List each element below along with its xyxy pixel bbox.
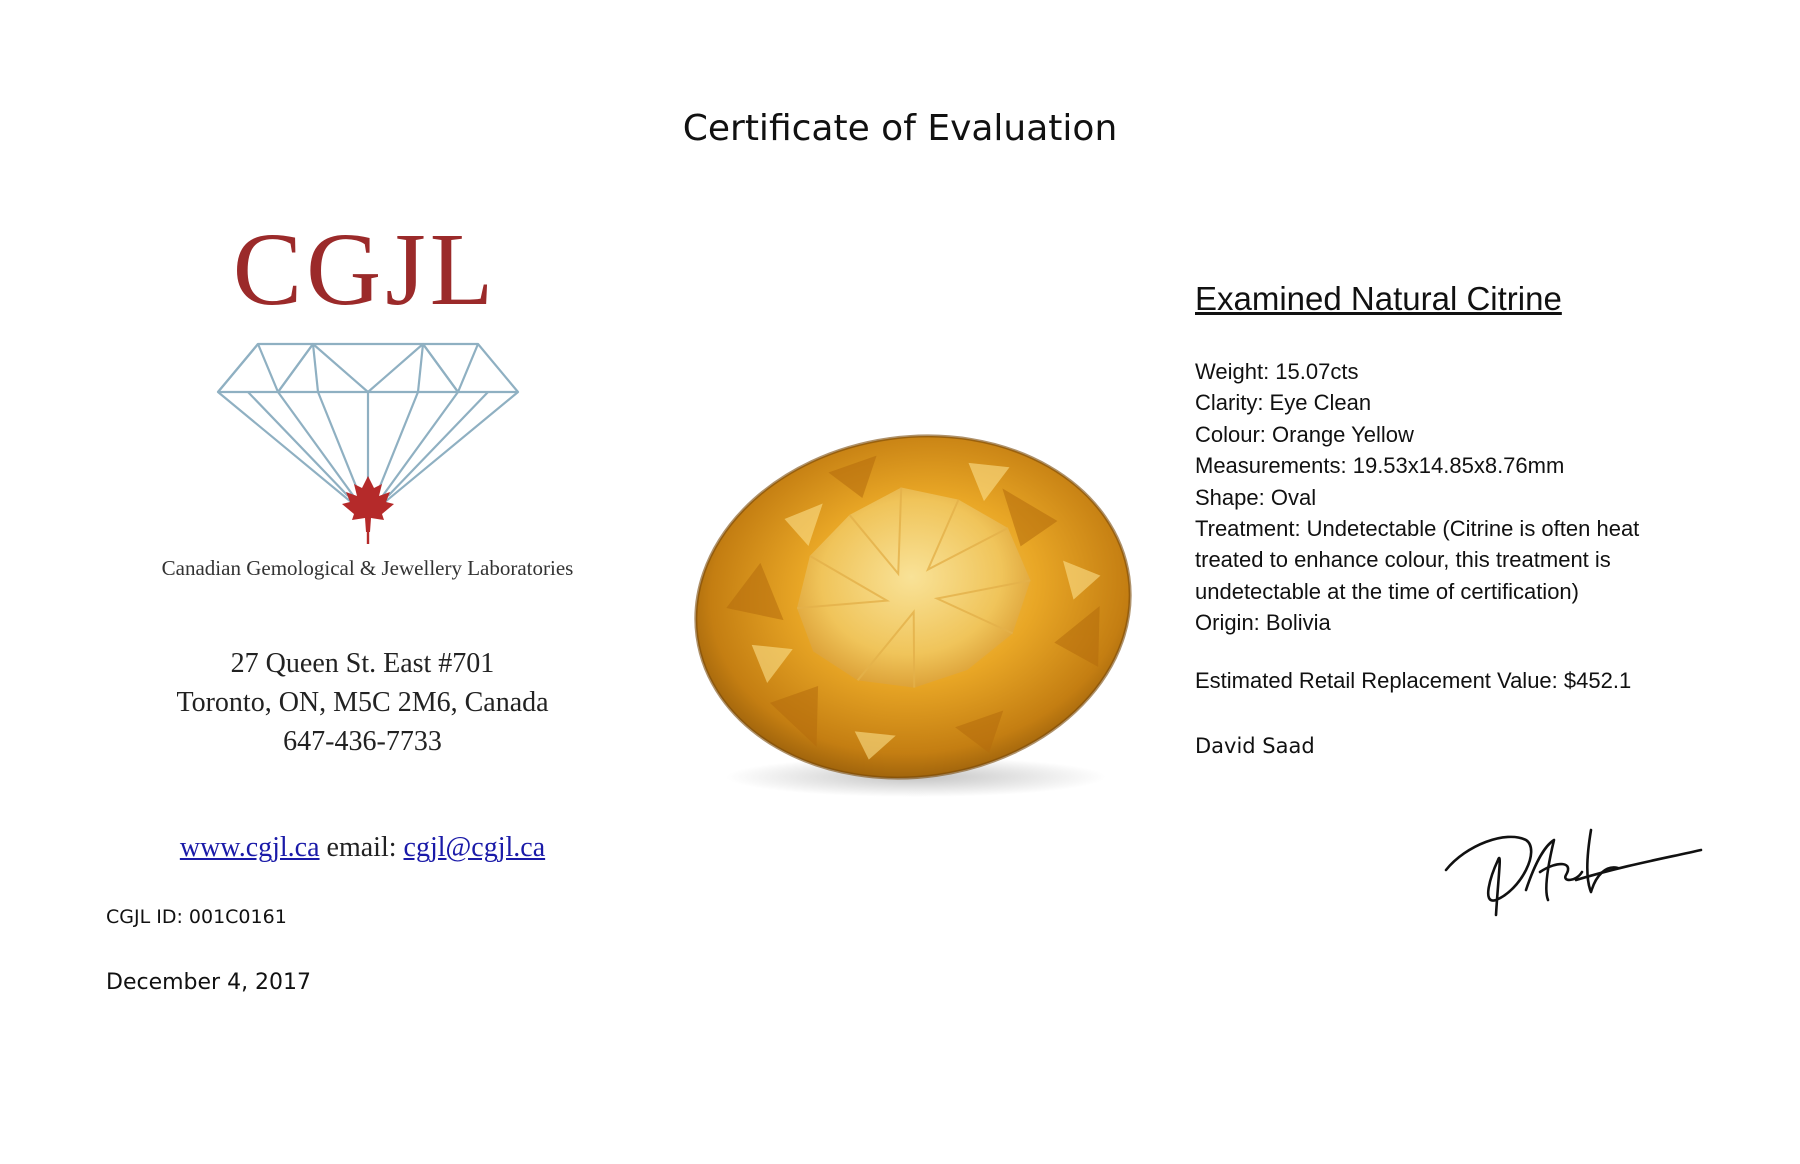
gem-origin: Origin: Bolivia: [1195, 610, 1331, 636]
gem-colour: Colour: Orange Yellow: [1195, 421, 1414, 447]
gem-measurements: Measurements: 19.53x14.85x8.76mm: [1195, 453, 1565, 479]
gem-clarity: Clarity: Eye Clean: [1195, 390, 1372, 416]
cgjl-logo: CGJL: [232, 212, 498, 327]
retail-value: [1195, 668, 1631, 694]
phone-number: 647-436-7733: [283, 726, 442, 757]
lab-name: Canadian Gemological & Jewellery Laboratories: [161, 556, 574, 580]
signature-image: [1436, 820, 1706, 920]
gem-shape: Shape: Oval: [1195, 484, 1317, 510]
website-link[interactable]: www.cgjl.ca: [179, 832, 320, 863]
gem-heading: Examined Natural Citrine: [1195, 280, 1562, 317]
diamond-logo-icon: [208, 336, 528, 546]
appraiser-name: David Saad: [1195, 734, 1315, 758]
value-amount: $452.1: [1563, 668, 1632, 693]
address-line-1: 27 Queen St. East #701: [230, 648, 495, 679]
gem-treatment-1: Treatment: Undetectable (Citrine is often heat: [1195, 516, 1640, 542]
value-label: Estimated Retail Replacement Value:: [1195, 668, 1558, 693]
citrine-gem-image: [688, 432, 1138, 812]
certificate-id: CGJL ID: 001C0161: [106, 906, 287, 928]
gem-treatment-2: treated to enhance colour, this treatment is: [1195, 547, 1611, 573]
certificate-title: Certificate of Evaluation: [682, 108, 1118, 149]
address-line-2: Toronto, ON, M5C 2M6, Canada: [176, 687, 549, 718]
maple-leaf-icon: [342, 476, 394, 544]
gem-weight: Weight: 15.07cts: [1195, 359, 1359, 384]
certificate-date: December 4, 2017: [106, 970, 312, 995]
gem-treatment-3: undetectable at the time of certification): [1195, 578, 1579, 604]
contact-links: [100, 832, 625, 864]
email-link[interactable]: cgjl@cgjl.ca: [403, 832, 546, 863]
lab-address: [100, 644, 625, 761]
gem-details: [1195, 356, 1695, 639]
email-label: email:: [326, 832, 397, 863]
